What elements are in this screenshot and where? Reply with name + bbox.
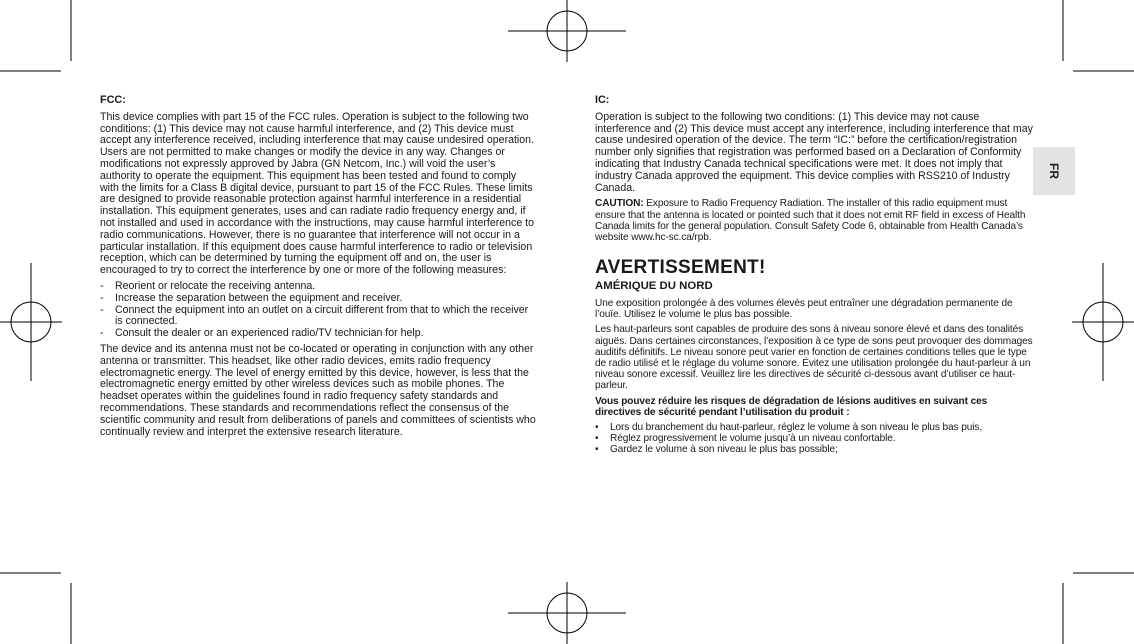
list-item-text: Gardez le volume à son niveau le plus bas possible;	[610, 444, 838, 456]
bullet-marker: •	[595, 433, 599, 445]
caution-label: CAUTION:	[595, 198, 644, 210]
fcc-heading: FCC:	[100, 94, 126, 106]
list-item-text: Reorient or relocate the receiving antenna.	[115, 279, 316, 292]
list-item-text: Lors du branchement du haut-parleur, réglez le volume à son niveau le plus bas puis,	[610, 422, 983, 434]
list-item-text: Consult the dealer or an experienced radio/TV technician for help.	[115, 327, 424, 340]
registration-mark-top	[508, 0, 626, 62]
list-item-text: Connect the equipment into an outlet on a circuit different from that to which the receiver is connected.	[115, 303, 529, 328]
warning-bold-paragraph: Vous pouvez réduire les risques de dégradation de lésions auditives en suivant ces directives de sécurité pendant l’utilisation du produit :	[595, 395, 988, 418]
list-item	[595, 422, 1035, 433]
warning-bullet-list	[595, 422, 1035, 456]
list-item-text: Réglez progressivement le volume jusqu’à un niveau confortable.	[610, 433, 896, 445]
list-item-text: Increase the separation between the equipment and receiver.	[115, 291, 403, 304]
list-item	[595, 433, 1035, 444]
registration-mark-bottom	[508, 582, 626, 644]
list-item	[595, 444, 1035, 455]
ic-section	[595, 95, 1035, 460]
caution-paragraph	[595, 198, 1035, 243]
bullet-marker: •	[595, 444, 599, 456]
fcc-intro-paragraph: This device complies with part 15 of the FCC rules. Operation is subject to the following two conditions: (1) This device may not cause harmful interference, and (2) This device must accept any interference received, including interference that may cause undesired operation. Users are not permitted to make changes or modify the device in any way. Changes or modifications not expressly approved by Jabra (GN Netcom, Inc.) will void the user’s authority to operate the equipment. This equipment has been tested and found to comply with the limits for a Class B digital device, pursuant to part 15 of the FCC Rules. These limits are designed to provide reasonable protection against harmful interference in a residential installation. This equipment generates, uses and can radiate radio frequency energy and, if not installed and used in accordance with the instructions, may cause harmful interference to radio communications. However, there is no guarantee that interference will not occur in a particular installation. If this equipment does cause harmful interference to radio or television reception, which can be determined by turning the equipment off and on, the user is encouraged to try to correct the interference by one or more of the following measures:	[100, 110, 535, 277]
language-tab	[1033, 147, 1075, 195]
dash-marker: -	[100, 291, 104, 304]
dash-marker: -	[100, 327, 104, 340]
ic-heading: IC:	[595, 94, 610, 106]
registration-mark-left	[0, 263, 62, 381]
caution-text: Exposure to Radio Frequency Radiation. The installer of this radio equipment must ensure that the antenna is located or pointed such that it does not emit RF field in excess of Health Canada limits for the general population. Consult Safety Code 6, obtainable from Health Canada’s website www.hc-sc.ca/rpb.	[595, 198, 1026, 243]
fcc-closing-paragraph: The device and its antenna must not be co-located or operating in conjunction with any other antenna or transmitter. This headset, like other radio devices, emits radio frequency electromagnetic energy. The level of energy emitted by this device, however, is less that the electromagnetic energy emitted by other wireless devices such as mobile phones. The headset operates within the guidelines found in radio frequency safety standards and recommendations. These standards and recommendations reflect the consensus of the scientific community and result from deliberations of panels and committees of scientists who continually review and interpret the extensive research literature.	[100, 342, 536, 438]
registration-mark-right	[1072, 263, 1134, 381]
ic-paragraph: Operation is subject to the following two conditions: (1) This device may not cause interference and (2) This device must accept any interference, including interference that may cause undesired operation of the device. The term “IC:” before the certification/registration number only signifies that registration was performed based on a Declaration of Conformity indicating that Industry Canada technical specifications were met. It does not imply that industry Canada approved the equipment. This device complies with RSS210 of Industry Canada.	[595, 110, 1033, 194]
warning-title: AVERTISSEMENT!	[595, 257, 766, 279]
language-tab-label: FR	[1047, 163, 1061, 179]
warning-paragraph-1: Une exposition prolongée à des volumes élevés peut entraîner une dégradation permanente de l’ouïe. Utilisez le volume le plus bas possible.	[595, 297, 1013, 321]
warning-paragraph-2: Les haut-parleurs sont capables de produire des sons à niveau sonore élevé et dans des tonalités aiguës. Dans certaines circonstances, l’exposition à ce type de sons peut provoquer des dommages auditifs définitifs. Le niveau sonore peut varier en fonction de certaines conditions telles que le type de radio utilisé et le réglage du volume sonore. Évitez une utilisation prolongée du haut-parleur à un niveau sonore excessif. Veuillez lire les directives de sécurité ci-dessous avant d’utiliser ce haut-parleur.	[595, 324, 1033, 392]
bullet-marker: •	[595, 422, 599, 434]
list-item	[100, 305, 536, 329]
dash-marker: -	[100, 279, 104, 292]
fcc-measures-list	[100, 281, 536, 340]
fcc-section	[100, 95, 536, 442]
warning-subtitle: AMÉRIQUE DU NORD	[595, 280, 713, 293]
dash-marker: -	[100, 303, 104, 316]
list-item	[100, 328, 536, 340]
